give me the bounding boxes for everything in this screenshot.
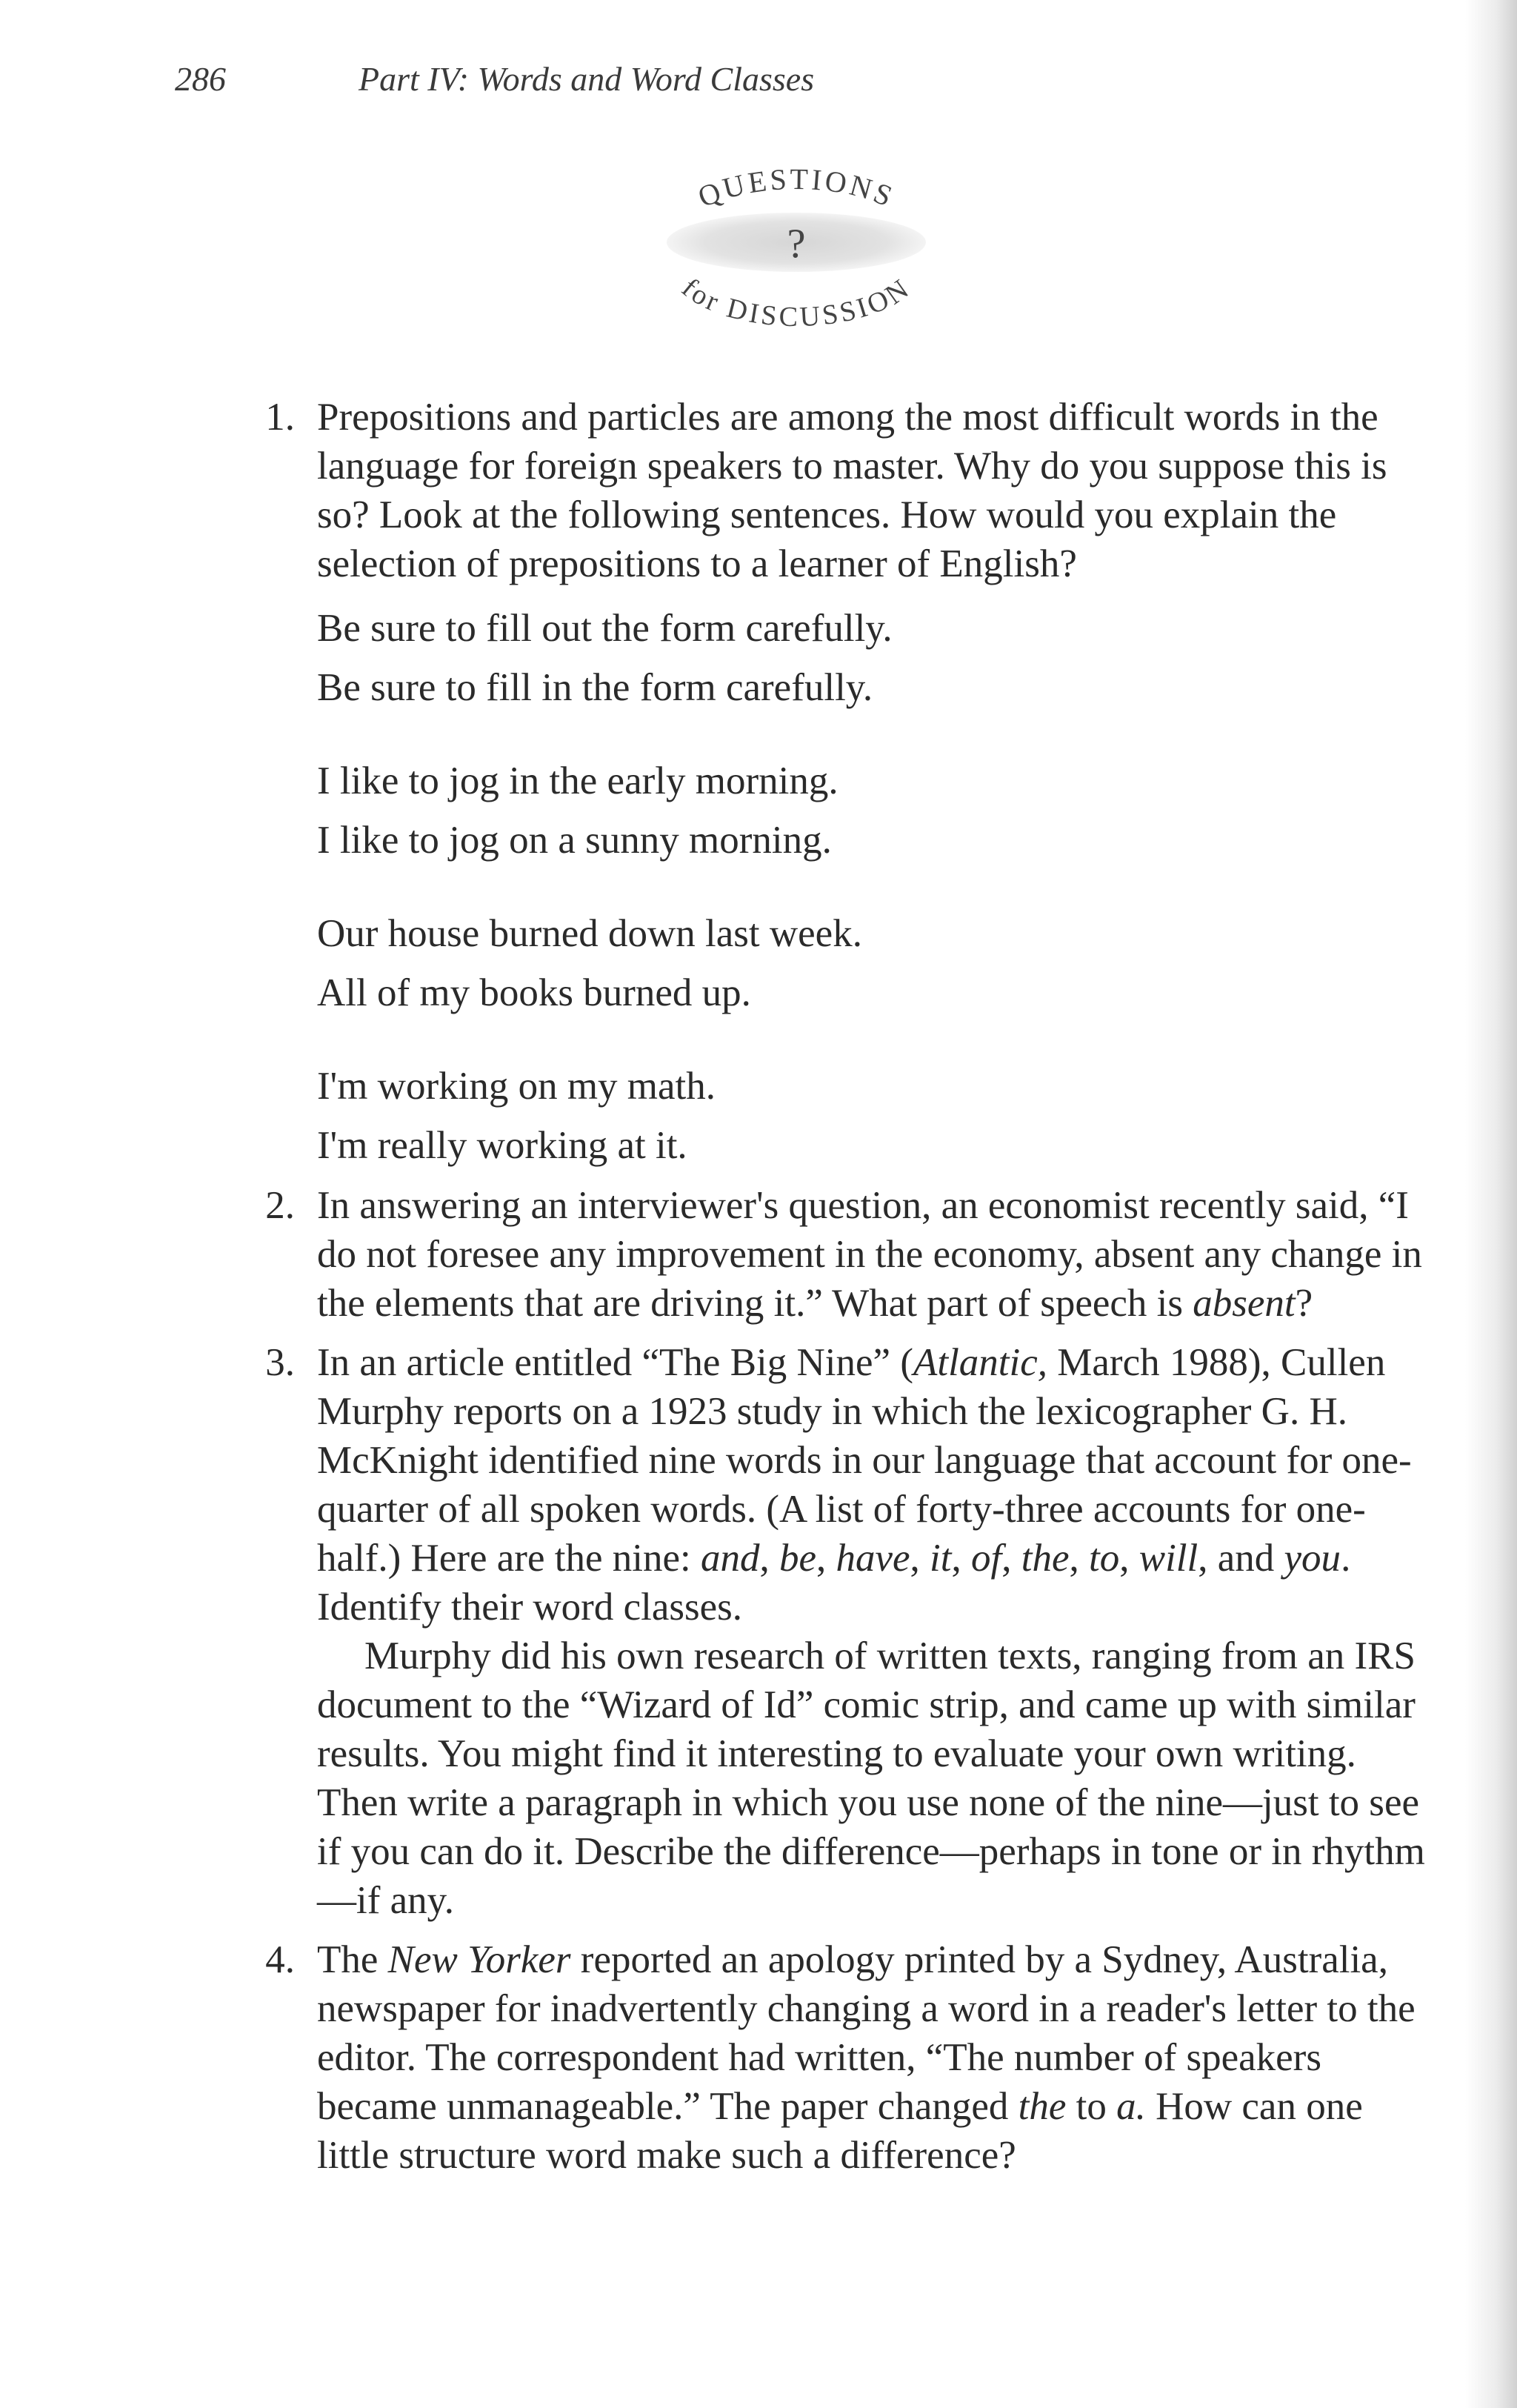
- example-sentence: Be sure to fill out the form carefully.: [317, 607, 893, 650]
- function-word: be: [778, 1537, 816, 1580]
- question-text: The New Yorker reported an apology printed by a Sydney, Australia, newspaper for inadvertently changing a word in a reader's letter to the editor. The correspondent had written, “The number of speakers became unmanageable.” The paper changed the to a. How can one little structure word make such a difference?: [317, 1938, 1416, 2177]
- function-word: to: [1088, 1537, 1120, 1580]
- question-4: [236, 1935, 1428, 2180]
- discussion-badge: [622, 152, 963, 352]
- example-sentences: [317, 599, 1428, 1175]
- heading-questions-text: QUESTIONS: [693, 162, 900, 214]
- question-text: In answering an interviewer's question, an economist recently said, “I do not foresee any improvement in the economy, absent any change in the elements that are driving it.” What part of speech is absent?: [317, 1184, 1422, 1325]
- svg-text:for DISCUSSION: [676, 272, 916, 333]
- question-number: 2.: [265, 1184, 295, 1227]
- function-word: it: [930, 1537, 952, 1580]
- function-word: the: [1021, 1537, 1070, 1580]
- question-1: [236, 393, 1428, 588]
- question-number: 1.: [265, 396, 295, 439]
- heading-discussion-text: for DISCUSSION: [676, 271, 917, 333]
- function-word: of: [971, 1537, 1002, 1580]
- function-word: have: [836, 1537, 910, 1580]
- question-number: 3.: [265, 1341, 295, 1384]
- example-sentence: I like to jog in the early morning.: [317, 759, 838, 802]
- function-word: you: [1284, 1537, 1341, 1580]
- function-word: will: [1138, 1537, 1198, 1580]
- question-text: In an article entitled “The Big Nine” (Atlantic, March 1988), Cullen Murphy reports on a 1923 study in which the lexicographer G. H. McKnight identified nine words in our language that account for one-quarter of all spoken words. (A list of forty-three accounts for one-half.) Here are the nine: and, be, have, it, of, the, to, will, and you. Identify their word classes.: [317, 1341, 1412, 1629]
- question-3: [236, 1338, 1428, 1925]
- function-word: and: [700, 1537, 760, 1580]
- example-sentence: Be sure to fill in the form carefully.: [317, 666, 873, 709]
- questions-for-discussion-heading: [622, 152, 963, 352]
- example-sentence: I'm really working at it.: [317, 1124, 687, 1167]
- question-number: 4.: [265, 1938, 295, 1981]
- example-sentence: All of my books burned up.: [317, 971, 751, 1014]
- question-mark-icon: ?: [787, 221, 806, 267]
- example-sentence: I like to jog on a sunny morning.: [317, 819, 832, 862]
- questions-list: [236, 393, 1428, 2190]
- question-followup: Murphy did his own research of written texts, ranging from an IRS document to the “Wizard of Id” comic strip, and came up with similar results. You might find it interesting to evaluate your own writing. Then write a paragraph in which you use none of the nine—just to see if you can do it. Describe the difference—perhaps in tone or in rhythm—if any.: [317, 1634, 1425, 1922]
- page-number: 286: [175, 60, 226, 98]
- question-text: Prepositions and particles are among the most difficult words in the language for foreign speakers to master. Why do you suppose this is so? Look at the following sentences. How would you explain the selection of prepositions to a learner of English?: [317, 396, 1387, 585]
- page-edge-shadow: [1465, 0, 1517, 2408]
- running-title: Part IV: Words and Word Classes: [359, 60, 815, 98]
- question-2: [236, 1181, 1428, 1328]
- example-sentence: I'm working on my math.: [317, 1065, 716, 1108]
- svg-text:QUESTIONS: [693, 162, 900, 214]
- example-sentence: Our house burned down last week.: [317, 912, 862, 955]
